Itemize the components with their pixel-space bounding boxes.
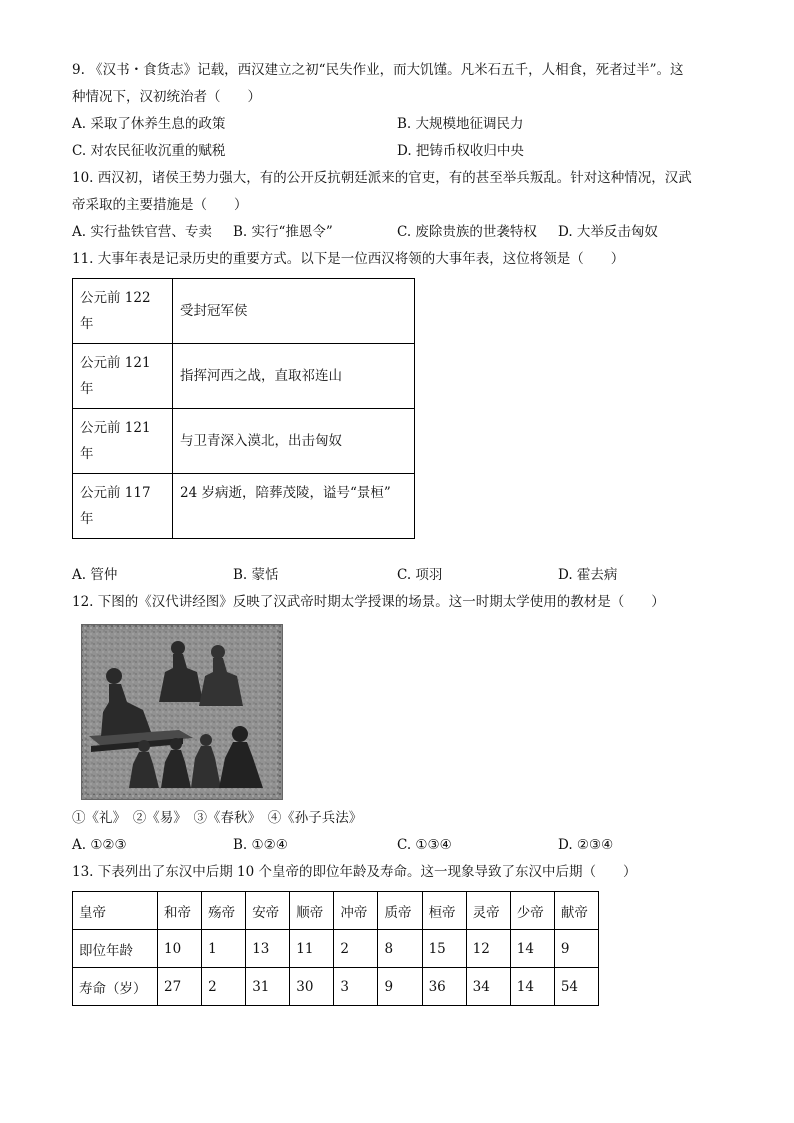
year-cell: 公元前 121 年: [73, 409, 173, 474]
table-cell: 14: [510, 930, 554, 968]
header-cell: 桓帝: [422, 892, 466, 930]
event-cell: 24 岁病逝，陪葬茂陵，谥号“景桓”: [173, 474, 415, 539]
table-cell: 30: [290, 968, 334, 1006]
header-cell: 质帝: [378, 892, 422, 930]
table-cell: 2: [202, 968, 246, 1006]
header-cell: 殇帝: [202, 892, 246, 930]
q10-option-a: A. 实行盐铁官营、专卖: [72, 224, 212, 240]
table-cell: 9: [378, 968, 422, 1006]
row-label-cell: 寿命（岁）: [73, 968, 158, 1006]
header-cell: 灵帝: [466, 892, 510, 930]
table-cell: 34: [466, 968, 510, 1006]
table-cell: 27: [158, 968, 202, 1006]
q12-option-d: D. ②③④: [558, 837, 614, 853]
q11-option-b: B. 蒙恬: [233, 567, 279, 583]
table-cell: 8: [378, 930, 422, 968]
q11-option-a: A. 管仲: [72, 567, 118, 583]
q12-stem: 12. 下图的《汉代讲经图》反映了汉武帝时期太学授课的场景。这一时期太学使用的教材是（ ）: [72, 594, 665, 610]
table-cell: 2: [334, 930, 378, 968]
table-cell: 36: [422, 968, 466, 1006]
q11-chronology-table: [72, 278, 415, 539]
table-cell: 12: [466, 930, 510, 968]
q9-option-d: D. 把铸币权收归中央: [397, 143, 524, 159]
q9-option-a: A. 采取了休养生息的政策: [72, 116, 226, 132]
q13-emperors-table: [72, 891, 599, 1006]
event-cell: 指挥河西之战，直取祁连山: [173, 344, 415, 409]
table-row: [73, 474, 415, 539]
q12-option-c: C. ①③④: [397, 837, 452, 853]
q10-option-d: D. 大举反击匈奴: [558, 224, 658, 240]
q11-option-c: C. 项羽: [397, 567, 443, 583]
q12-option-a: A. ①②③: [72, 837, 127, 853]
q10-stem-line1: 10. 西汉初，诸侯王势力强大，有的公开反抗朝廷派来的官吏，有的甚至举兵叛乱。针对这种情况，汉武: [72, 170, 692, 186]
q12-items: ①《礼》 ②《易》 ③《春秋》 ④《孙子兵法》: [72, 810, 363, 826]
q11-stem: 11. 大事年表是记录历史的重要方式。以下是一位西汉将领的大事年表，这位将领是（ ）: [72, 251, 625, 267]
header-cell: 和帝: [158, 892, 202, 930]
q9-option-c: C. 对农民征收沉重的赋税: [72, 143, 226, 159]
table-cell: 1: [202, 930, 246, 968]
table-row: [73, 279, 415, 344]
header-cell: 冲帝: [334, 892, 378, 930]
q9-stem-line2: 种情况下，汉初统治者（ ）: [72, 89, 261, 105]
event-cell: 受封冠军侯: [173, 279, 415, 344]
q10-stem-line2: 帝采取的主要措施是（ ）: [72, 197, 248, 213]
table-cell: 54: [554, 968, 598, 1006]
header-cell: 献帝: [554, 892, 598, 930]
year-cell: 公元前 122 年: [73, 279, 173, 344]
table-row: [73, 344, 415, 409]
table-cell: 31: [246, 968, 290, 1006]
table-cell: 13: [246, 930, 290, 968]
year-cell: 公元前 121 年: [73, 344, 173, 409]
q12-option-b: B. ①②④: [233, 837, 288, 853]
event-cell: 与卫青深入漠北，出击匈奴: [173, 409, 415, 474]
header-cell: 皇帝: [73, 892, 158, 930]
table-cell: 11: [290, 930, 334, 968]
q10-option-c: C. 废除贵族的世袭特权: [397, 224, 537, 240]
table-row: [73, 968, 599, 1006]
header-cell: 顺帝: [290, 892, 334, 930]
header-cell: 少帝: [510, 892, 554, 930]
q9-stem-line1: 9. 《汉书・食货志》记载，西汉建立之初“民失作业，而大饥馑。凡米石五千，人相食，死者过半”。这: [72, 62, 684, 78]
year-cell: 公元前 117 年: [73, 474, 173, 539]
q9-option-b: B. 大规模地征调民力: [397, 116, 524, 132]
header-cell: 安帝: [246, 892, 290, 930]
q10-option-b: B. 实行“推恩令”: [233, 224, 333, 240]
table-cell: 15: [422, 930, 466, 968]
table-cell: 14: [510, 968, 554, 1006]
table-header-row: [73, 892, 599, 930]
row-label-cell: 即位年龄: [73, 930, 158, 968]
table-row: [73, 930, 599, 968]
table-cell: 10: [158, 930, 202, 968]
table-row: [73, 409, 415, 474]
han-lecture-image: [81, 624, 283, 800]
table-cell: 3: [334, 968, 378, 1006]
table-cell: 9: [554, 930, 598, 968]
q13-stem: 13. 下表列出了东汉中后期 10 个皇帝的即位年龄及寿命。这一现象导致了东汉中后期（ ）: [72, 864, 637, 880]
q11-option-d: D. 霍去病: [558, 567, 618, 583]
